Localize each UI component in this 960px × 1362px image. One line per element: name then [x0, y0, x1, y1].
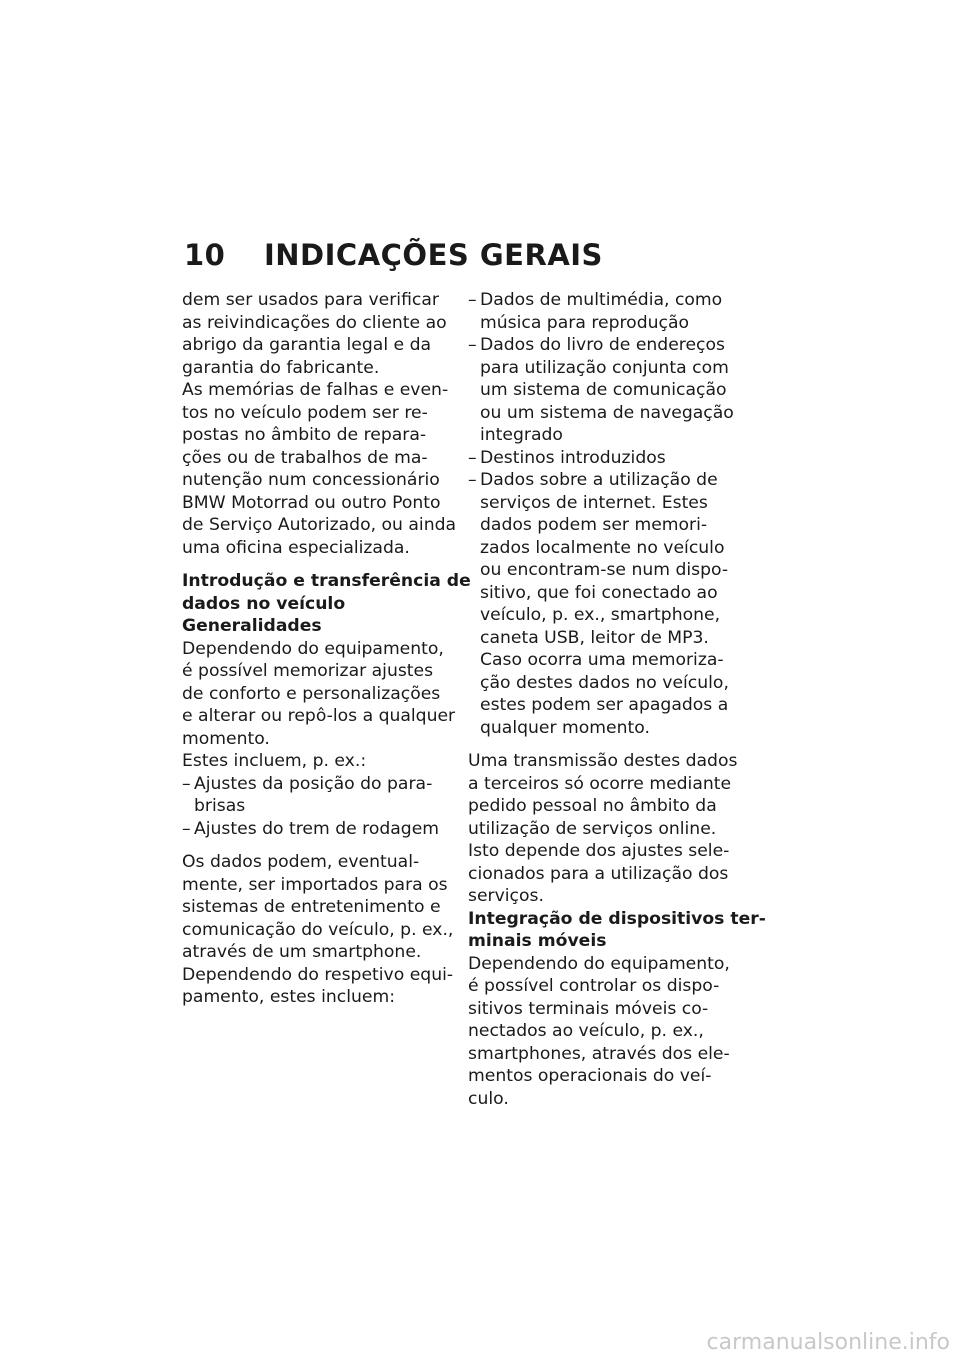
list-item: – Ajustes do trem de rodagem: [182, 818, 440, 839]
text-line: é possível controlar os dispo-: [468, 976, 720, 996]
list-item-continuation: ou um sistema de navegação: [480, 402, 734, 423]
text-line: Isto depende dos ajustes sele-: [468, 841, 730, 861]
left-column: [182, 289, 471, 1009]
text-line: abrigo da garantia legal e da: [182, 335, 432, 355]
paragraph-comfort-settings: [182, 638, 456, 751]
text-line: postas no âmbito de repara-: [182, 425, 427, 445]
text-line: é possível memorizar ajustes: [182, 661, 434, 681]
list-item-continuation: veículo, p. ex., smartphone,: [480, 605, 721, 625]
text-line: nutenção num concessionário: [182, 470, 440, 490]
paragraph-import: [182, 851, 454, 964]
paragraph-transmission: [468, 750, 736, 840]
paragraph-settings: [468, 840, 736, 908]
text-line: através de um smartphone.: [182, 942, 422, 962]
text-line: mente, ser importados para os: [182, 874, 448, 895]
list-item-continuation: para utilização conjunta com: [480, 357, 729, 378]
list-item-continuation: sitivo, que foi conectado ao: [480, 582, 718, 603]
text-line: e alterar ou repô-los a qualquer: [182, 706, 456, 726]
text-line: Dependendo do equipamento,: [182, 638, 444, 659]
heading-line: dados no veículo: [182, 593, 346, 614]
text-line: Estes incluem, p. ex.:: [182, 751, 367, 771]
list-item-continuation: brisas: [194, 796, 246, 816]
text-line: uma oficina especializada.: [182, 537, 410, 558]
subsection-heading: Generalidades: [182, 616, 322, 636]
chapter-title: INDICAÇÕES GERAIS: [264, 238, 603, 272]
list-item-continuation: Caso ocorra uma memoriza-: [480, 650, 724, 670]
heading-line: minais móveis: [468, 931, 607, 951]
text-line: mentos operacionais do veí-: [468, 1066, 712, 1086]
list-item: – Dados de multimédia, como: [468, 290, 723, 310]
text-line: Dependendo do equipamento,: [468, 953, 730, 974]
text-line: dem ser usados para verificar: [182, 290, 439, 310]
list-item: – Dados do livro de endereços: [468, 335, 725, 355]
section-heading: [182, 570, 471, 615]
text-line: BMW Motorrad ou outro Ponto: [182, 492, 441, 513]
list-item-continuation: música para reprodução: [480, 312, 689, 333]
text-line: As memórias de falhas e even-: [182, 380, 449, 400]
chapter-heading: [184, 238, 603, 272]
list-marker: –: [182, 818, 191, 839]
list-marker: –: [468, 335, 477, 355]
paragraph-fault-memory: [182, 379, 457, 559]
bullet-list: [468, 289, 736, 739]
list-item-continuation: serviços de internet. Estes: [480, 492, 708, 513]
text-line: garantia do fabricante.: [182, 357, 380, 378]
list-item-continuation: zados localmente no veículo: [480, 537, 725, 558]
list-item-continuation: um sistema de comunicação: [480, 380, 727, 400]
text-line: Os dados podem, eventual-: [182, 852, 420, 872]
section-heading: [468, 908, 766, 953]
text-line: de conforto e personalizações: [182, 683, 441, 704]
text-line: Dependendo do respetivo equi-: [182, 964, 454, 985]
list-item: – Destinos introduzidos: [468, 447, 666, 468]
text-line: de Serviço Autorizado, ou ainda: [182, 515, 457, 535]
list-marker: –: [182, 773, 191, 794]
text-line: culo.: [468, 1088, 509, 1109]
paragraph-warranty: [182, 289, 450, 379]
list-item: – Ajustes da posição do para-: [182, 773, 433, 794]
heading-line: Introdução e transferência de: [182, 571, 471, 591]
list-item: – Dados sobre a utilização de: [468, 470, 718, 490]
watermark: carmanualsonline.info: [706, 1330, 950, 1355]
list-item-continuation: integrado: [480, 425, 563, 445]
list-item-continuation: dados podem ser memori-: [480, 515, 708, 535]
text-line: Uma transmissão destes dados: [468, 751, 738, 771]
list-item-continuation: estes podem ser apagados a: [480, 695, 729, 715]
text-line: smartphones, através dos ele-: [468, 1043, 730, 1064]
text-line: serviços.: [468, 886, 544, 906]
text-line: a terceiros só ocorre mediante: [468, 773, 732, 794]
text-line: momento.: [182, 728, 270, 749]
chapter-number: 10: [184, 238, 226, 272]
text-line: sitivos terminais móveis co-: [468, 998, 709, 1019]
list-item-continuation: ou encontram-se num dispo-: [480, 560, 729, 580]
text-line: utilização de serviços online.: [468, 818, 717, 839]
list-marker: –: [468, 470, 477, 490]
text-line: pamento, estes incluem:: [182, 987, 395, 1007]
text-line: tos no veículo podem ser re-: [182, 402, 428, 423]
list-marker: –: [468, 447, 477, 468]
right-column: [468, 289, 766, 1110]
list-item-continuation: ção destes dados no veículo,: [480, 672, 729, 693]
list-marker: –: [468, 290, 477, 310]
text-line: as reivindicações do cliente ao: [182, 312, 447, 333]
bullet-list: [182, 773, 450, 841]
text-line: comunicação do veículo, p. ex.,: [182, 919, 454, 940]
text-line: cionados para a utilização dos: [468, 863, 729, 884]
text-line: sistemas de entretenimento e: [182, 897, 441, 917]
text-line: nectados ao veículo, p. ex.,: [468, 1021, 704, 1041]
list-item-continuation: caneta USB, leitor de MP3.: [480, 627, 709, 648]
heading-line: Integração de dispositivos ter-: [468, 908, 766, 929]
list-item-continuation: qualquer momento.: [480, 717, 650, 738]
text-line: pedido pessoal no âmbito da: [468, 796, 717, 816]
paragraph-mobile-devices: [468, 953, 736, 1111]
text-line: ções ou de trabalhos de ma-: [182, 447, 428, 468]
paragraph-equipment: [182, 964, 454, 1009]
